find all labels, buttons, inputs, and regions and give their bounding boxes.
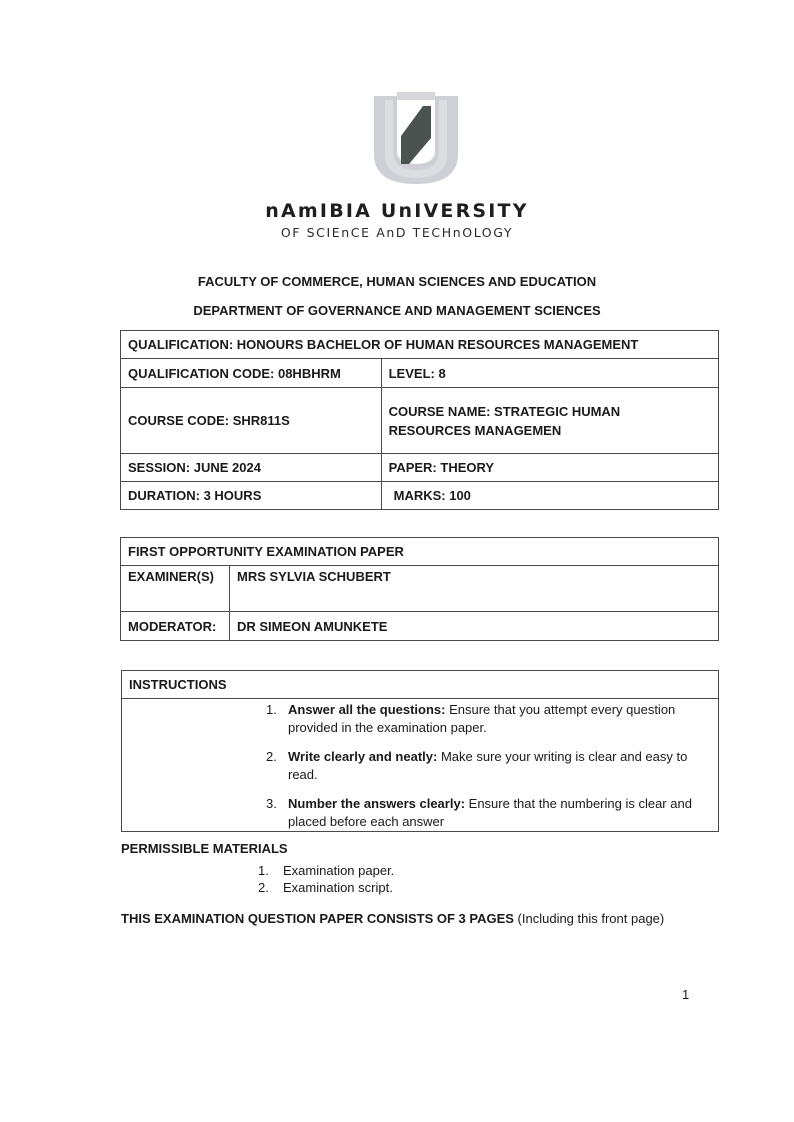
instructions-table [121,670,719,832]
faculty-heading: FACULTY OF COMMERCE, HUMAN SCIENCES AND EDUCATION [197,274,597,289]
university-subtitle: OF SCIEnCE AnD TECHnOLOGY [280,225,514,240]
moderator-label-cell: MODERATOR: [121,612,230,641]
course-code-cell: COURSE CODE: SHR811S [121,388,382,454]
permissible-item [258,862,394,879]
permissible-materials-list [258,862,394,896]
instruction-text: Ensure that the numbering is clear and placed before each answer [288,796,692,829]
instruction-text: Make sure your writing is clear and easy to read. [288,749,688,782]
permissible-item [258,879,394,896]
course-name-line1: COURSE NAME: STRATEGIC HUMAN [388,403,621,419]
instruction-text: Ensure that you attempt every question provided in the examination paper. [288,702,676,735]
course-name-cell [381,388,718,454]
marks-cell: MARKS: 100 [381,482,718,510]
course-details-table [120,330,719,510]
page-count-statement [121,911,664,926]
examiner-label-cell: EXAMINER(S) [121,566,230,612]
exam-info-table [120,537,719,641]
instruction-lead: Answer all the questions: [288,702,446,717]
page-count-note: (Including this front page) [513,911,665,926]
instruction-item [122,701,712,737]
exam-title-cell: FIRST OPPORTUNITY EXAMINATION PAPER [121,538,719,566]
duration-cell: DURATION: 3 HOURS [121,482,382,510]
instructions-body-cell [122,699,719,832]
qualification-code-cell: QUALIFICATION CODE: 08HBHRM [121,359,382,388]
qualification-cell: QUALIFICATION: HONOURS BACHELOR OF HUMAN RESOURCES MANAGEMENT [121,331,719,359]
instruction-lead: Number the answers clearly: [288,796,466,811]
permissible-number: 2. [258,880,269,895]
permissible-text: Examination paper. [283,863,395,878]
nust-shield-logo-icon [371,92,461,186]
instruction-number: 2. [266,749,277,764]
instruction-lead: Write clearly and neatly: [288,749,438,764]
instruction-item [122,795,712,831]
page-number: 1 [682,987,690,1002]
paper-cell: PAPER: THEORY [381,454,718,482]
page-count-bold: THIS EXAMINATION QUESTION PAPER CONSISTS OF 3 PAGES [121,911,514,926]
moderator-name-cell: DR SIMEON AMUNKETE [229,612,718,641]
permissible-materials-heading: PERMISSIBLE MATERIALS [121,841,288,856]
level-cell: LEVEL: 8 [381,359,718,388]
instruction-number: 1. [266,702,277,717]
instruction-number: 3. [266,796,277,811]
permissible-text: Examination script. [283,880,393,895]
session-cell: SESSION: JUNE 2024 [121,454,382,482]
department-heading: DEPARTMENT OF GOVERNANCE AND MANAGEMENT SCIENCES [193,303,601,318]
university-name: nAmIBIA UnIVERSITY [265,200,529,222]
instructions-title-cell: INSTRUCTIONS [122,671,719,699]
examiner-name-cell: MRS SYLVIA SCHUBERT [229,566,718,612]
instructions-list [122,701,718,831]
course-name-line2: RESOURCES MANAGEMEN [388,422,562,438]
permissible-number: 1. [258,863,269,878]
instruction-item [122,748,712,784]
